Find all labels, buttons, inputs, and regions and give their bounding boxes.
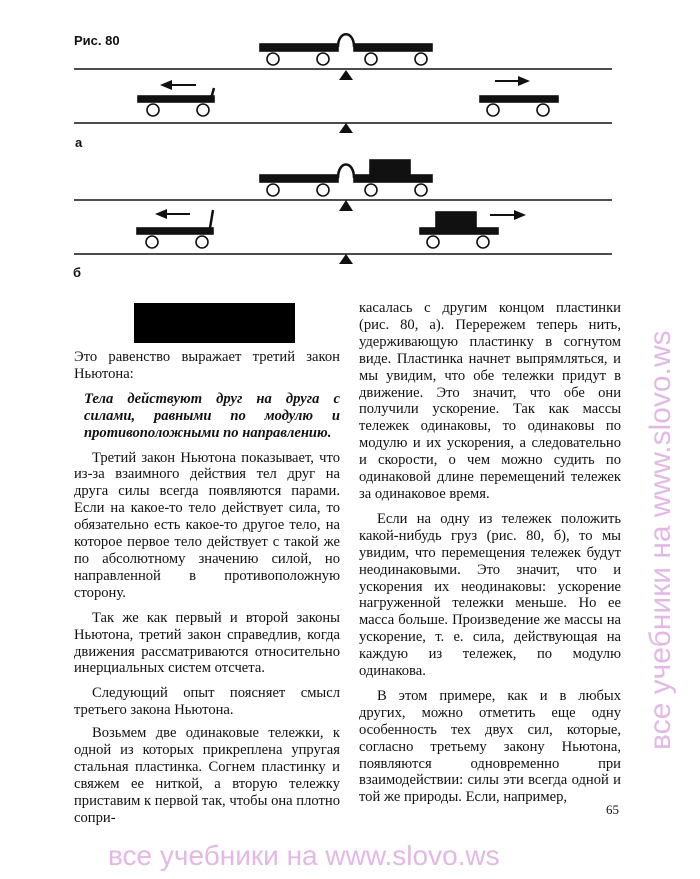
paragraph: Следующий опыт поясняет смысл третьего закона Ньютона. bbox=[74, 685, 340, 719]
paragraph: касалась с другим концом пластинки (рис. 80, а). Перережем теперь нить, удерживающую пластинку в согнутом виде. Пластинка начнет выпрямляться, и мы увидим, что обе тележки придут в движение. Это значит, что обе они получили ускорение. Так как массы тележек одинаковы, то одинаковы по модулю и их ускорения, а следовательно и скорости, о чем можно судить по одинаковой длине перемещений тележек за одинаковое время. bbox=[359, 300, 621, 502]
watermark-bottom: все учебники на www.slovo.ws bbox=[108, 840, 500, 871]
redacted-box bbox=[134, 303, 295, 343]
third-law-statement: Тела действуют друг на друга с силами, равными по модулю и противоположными по направлению. bbox=[84, 390, 340, 441]
figure-title: Рис. 80 bbox=[74, 33, 120, 48]
figure-label-b: б bbox=[73, 265, 82, 280]
carts-together-a bbox=[260, 34, 432, 65]
figure-label-a: а bbox=[75, 135, 83, 150]
right-column bbox=[359, 300, 621, 814]
watermark-right: все учебники на www.slovo.ws bbox=[644, 330, 677, 750]
paragraph: Так же как первый и второй законы Ньютона, третий закон справедлив, когда движения рассматриваются относительно инерциальных систем отсчета. bbox=[74, 609, 340, 677]
cart-right-a bbox=[480, 96, 558, 116]
left-column bbox=[74, 349, 340, 835]
cart-right-b bbox=[420, 212, 498, 248]
paragraph: В этом примере, как и в любых других, можно отметить еще одну особенность тех двух сил, которые, согласно третьему закону Ньютона, появляются одновременно при взаимодействии: силы эти всегда одной и той же природы. Если, например, bbox=[359, 687, 621, 806]
paragraph: Это равенство выражает третий закон Ньютона: bbox=[74, 349, 340, 382]
cart-left-b bbox=[137, 210, 213, 248]
paragraph: Если на одну из тележек положить какой-нибудь груз (рис. 80, б), то мы увидим, что перемещения тележек будут неодинаковыми. Это значит, что и ускорения их неодинаковы: ускорение нагруженной тележки меньше. Но ее масса больше. Произведение же массы на ускорение, т. е. сила, действующая на каждую из тележек, по модулю одинакова. bbox=[359, 510, 621, 680]
paragraph: Третий закон Ньютона показывает, что из-за взаимного действия тел друг на друга силы всегда появляются парами. Если на какое-то тело действует сила, то обязательно есть какое-то другое тело, на которое первое тело действует с такой же по абсолютному значению силой, но направленной в противоположную сторону. bbox=[74, 449, 340, 601]
page-number: 65 bbox=[606, 802, 619, 817]
cart-left-a bbox=[138, 88, 214, 116]
paragraph: Возьмем две одинаковые тележки, к одной из которых прикреплена упругая стальная пластинка. Согнем пластинку и свяжем ее ниткой, а вторую тележку приставим к первой так, чтобы она плотно сопри- bbox=[74, 725, 340, 826]
carts-together-b bbox=[260, 160, 432, 196]
